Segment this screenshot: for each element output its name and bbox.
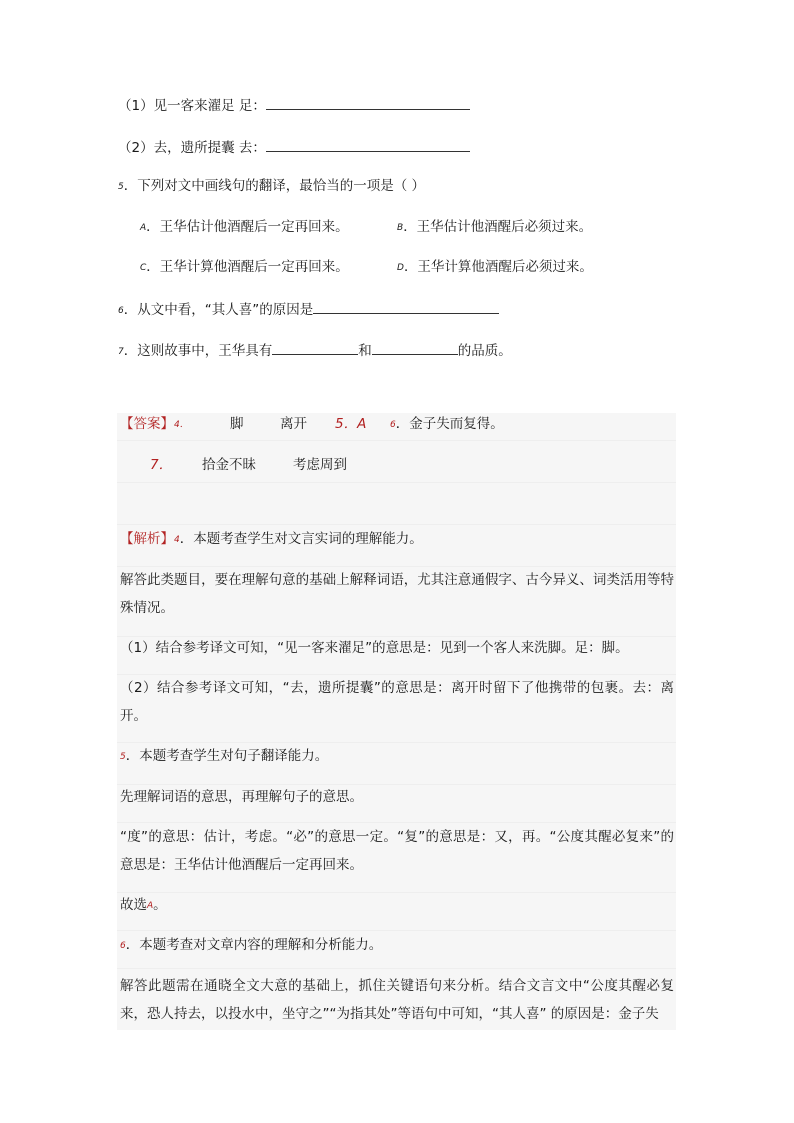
answer-blank[interactable] — [272, 340, 358, 355]
question-number: 5 — [118, 182, 124, 192]
answer-7-1: 拾金不昧 — [202, 457, 256, 473]
option-text: ．王华估计他酒醒后一定再回来。 — [146, 219, 349, 235]
analysis-choice — [120, 896, 167, 915]
option-c[interactable] — [140, 258, 349, 277]
analysis-text: ．本题考查对文章内容的理解和分析能力。 — [125, 937, 383, 953]
analysis-label: 【解析】 — [120, 531, 174, 547]
answer-7-2: 考虑周到 — [293, 457, 347, 473]
option-letter: D — [397, 263, 404, 273]
question-4-2 — [118, 137, 470, 157]
divider — [117, 742, 676, 743]
answer-6-text: ．金子失而复得。 — [395, 416, 504, 432]
answer-label: 【答案】 — [120, 416, 174, 432]
analysis-text: 故选 — [120, 897, 147, 913]
answer-number: 6 — [390, 420, 396, 430]
analysis-text: 。 — [153, 897, 167, 913]
option-text: ．王华计算他酒醒后一定再回来。 — [146, 259, 349, 275]
answer-6 — [390, 415, 504, 434]
question-6-text: ．从文中看，“其人喜”的原因是 — [123, 302, 314, 318]
question-7-end: 的品质。 — [457, 343, 512, 359]
option-b[interactable] — [397, 218, 592, 237]
analysis-heading — [120, 530, 423, 549]
question-4-1-text: （1）见一客来濯足 足： — [118, 98, 266, 114]
option-letter: B — [397, 223, 404, 233]
question-4-2-text: （2）去，遗所提囊 去： — [118, 140, 266, 156]
answer-4-2: 离开 — [280, 416, 307, 432]
question-5-text: ．下列对文中画线句的翻译，最恰当的一项是（ ） — [123, 178, 426, 194]
question-6 — [118, 299, 499, 320]
analysis-paragraph: （1）结合参考译文可知，“见一客来濯足”的意思是：见到一个客人来洗脚。足：脚。 — [120, 640, 629, 656]
answer-number: 7． — [150, 457, 173, 473]
analysis-heading — [120, 936, 382, 955]
answer-row-1 — [120, 415, 189, 434]
divider — [117, 524, 676, 525]
divider — [117, 968, 676, 969]
answer-number: 5．A — [335, 416, 367, 432]
analysis-paragraph: “度”的意思：估计，考虑。“必”的意思一定。“复”的意思是：又，再。“公度其醒必复来”的意思是：王华估计他酒醒后一定再回来。 — [120, 829, 674, 873]
analysis-paragraph: （2）结合参考译文可知，“去，遗所提囊”的意思是：离开时留下了他携带的包裹。去：离开。 — [120, 680, 674, 724]
question-7-text: ．这则故事中，王华具有 — [123, 343, 273, 359]
analysis-letter: A — [147, 901, 154, 911]
question-5 — [118, 177, 425, 196]
analysis-number: 5 — [120, 752, 126, 762]
option-letter: A — [140, 223, 147, 233]
answer-number: 4． — [174, 420, 189, 430]
answer-blank[interactable] — [266, 137, 470, 152]
option-text: ．王华计算他酒醒后必须过来。 — [403, 259, 593, 275]
analysis-paragraph: 先理解词语的意思，再理解句子的意思。 — [120, 789, 363, 805]
analysis-number: 6 — [120, 941, 126, 951]
question-number: 7 — [118, 347, 124, 357]
analysis-paragraph: 解答此题需在通晓全文大意的基础上，抓住关键语句来分析。结合文言文中“公度其醒必复来，恐人持去，以投水中，坐守之”“为指其处”等语句中可知，“其人喜” 的原因是：金子失 — [120, 978, 674, 1022]
analysis-number: 4 — [174, 535, 180, 545]
divider — [117, 930, 676, 931]
option-a[interactable] — [140, 218, 349, 237]
analysis-heading — [120, 747, 328, 766]
answer-blank[interactable] — [266, 95, 470, 110]
question-7-and: 和 — [358, 343, 372, 359]
analysis-paragraph: 解答此类题目，要在理解句意的基础上解释词语，尤其注意通假字、古今异义、词类活用等特殊情况。 — [120, 572, 674, 616]
option-text: ．王华估计他酒醒后必须过来。 — [403, 219, 593, 235]
answer-blank[interactable] — [313, 299, 499, 314]
option-d[interactable] — [397, 258, 593, 277]
divider — [117, 892, 676, 893]
question-4-1 — [118, 95, 470, 115]
analysis-text: ．本题考查学生对文言实词的理解能力。 — [179, 531, 423, 547]
option-letter: C — [140, 263, 147, 273]
answer-4-1: 脚 — [230, 416, 244, 432]
question-number: 6 — [118, 306, 124, 316]
divider — [117, 440, 676, 441]
answer-blank[interactable] — [372, 340, 458, 355]
divider — [117, 482, 676, 483]
question-7 — [118, 340, 512, 361]
analysis-text: ．本题考查学生对句子翻译能力。 — [125, 748, 329, 764]
